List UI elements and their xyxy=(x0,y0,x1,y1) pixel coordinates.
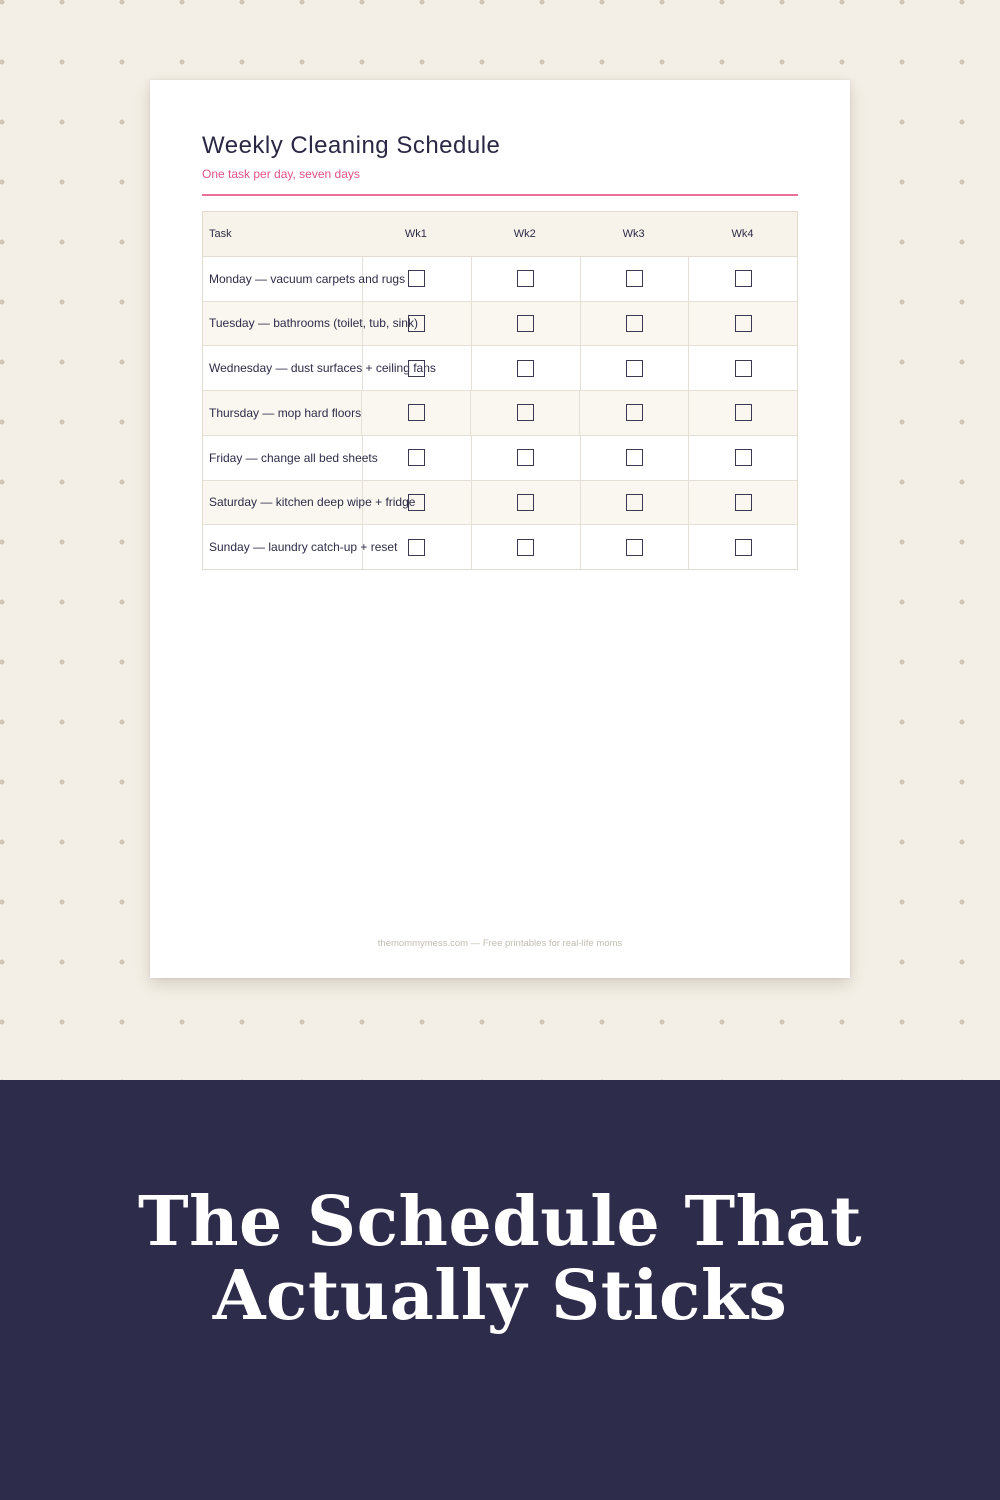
checkbox[interactable] xyxy=(408,494,425,511)
week-cell xyxy=(688,302,797,346)
header-task-cell xyxy=(203,212,361,256)
table-row xyxy=(203,257,797,302)
checkbox[interactable] xyxy=(626,539,643,556)
checkbox[interactable] xyxy=(626,315,643,332)
title-divider xyxy=(202,194,798,196)
week-cell xyxy=(471,346,580,390)
week-cell xyxy=(471,436,580,480)
task-label: Monday — vacuum carpets and rugs xyxy=(209,271,406,286)
checkbox[interactable] xyxy=(735,539,752,556)
checkbox[interactable] xyxy=(408,270,425,287)
task-cell xyxy=(203,391,361,435)
header-week-cell xyxy=(688,212,797,256)
week-cell xyxy=(471,257,580,301)
headline-line-1: The Schedule That xyxy=(138,1182,862,1262)
table-row xyxy=(203,481,797,526)
checkbox[interactable] xyxy=(626,404,643,421)
task-cell xyxy=(203,302,418,346)
header-week-label: Wk1 xyxy=(404,227,427,240)
task-label: Saturday — kitchen deep wipe + fridge xyxy=(209,495,416,510)
checkbox[interactable] xyxy=(735,270,752,287)
header-week-label: Wk3 xyxy=(622,227,645,240)
task-label: Tuesday — bathrooms (toilet, tub, sink) xyxy=(209,316,418,331)
task-label: Wednesday — dust surfaces + ceiling fans xyxy=(209,361,436,376)
week-cell xyxy=(688,525,797,569)
table-row xyxy=(203,436,797,481)
header-week-label: Wk2 xyxy=(513,227,536,240)
checkbox[interactable] xyxy=(735,360,752,377)
checkbox[interactable] xyxy=(517,315,534,332)
checkbox[interactable] xyxy=(408,539,425,556)
week-cell xyxy=(580,525,689,569)
week-cell xyxy=(580,257,689,301)
document-subtitle: One task per day, seven days xyxy=(202,167,360,181)
checkbox[interactable] xyxy=(517,404,534,421)
week-cell xyxy=(471,302,580,346)
task-cell xyxy=(203,525,398,569)
header-task-label: Task xyxy=(209,227,232,240)
checkbox[interactable] xyxy=(517,449,534,466)
document-title: Weekly Cleaning Schedule xyxy=(202,132,501,159)
checkbox[interactable] xyxy=(735,494,752,511)
task-cell xyxy=(203,436,378,480)
schedule-table xyxy=(202,211,798,570)
table-row xyxy=(203,391,797,436)
week-cell xyxy=(580,346,689,390)
table-row xyxy=(203,525,797,569)
week-cell xyxy=(361,391,470,435)
week-cell xyxy=(580,436,689,480)
task-cell xyxy=(203,481,416,525)
checkbox[interactable] xyxy=(735,315,752,332)
header-week-label: Wk4 xyxy=(731,227,754,240)
checkbox[interactable] xyxy=(408,360,425,377)
task-cell xyxy=(203,346,436,390)
printable-sheet xyxy=(150,80,850,978)
week-cell xyxy=(362,436,471,480)
table-row xyxy=(203,302,797,347)
week-cell xyxy=(688,436,797,480)
checkbox[interactable] xyxy=(735,449,752,466)
checkbox[interactable] xyxy=(735,404,752,421)
checkbox[interactable] xyxy=(626,494,643,511)
task-label: Thursday — mop hard floors xyxy=(209,405,362,420)
week-cell xyxy=(688,346,797,390)
footer-credit: themommymess.com — Free printables for real-life moms xyxy=(377,938,623,949)
week-cell xyxy=(580,481,689,525)
header-week-cell xyxy=(579,212,688,256)
header-week-cell xyxy=(470,212,579,256)
checkbox[interactable] xyxy=(517,494,534,511)
table-header-row xyxy=(203,212,797,257)
header-week-cell xyxy=(361,212,470,256)
checkbox[interactable] xyxy=(517,270,534,287)
week-cell xyxy=(471,481,580,525)
task-label: Sunday — laundry catch-up + reset xyxy=(209,540,398,555)
task-cell xyxy=(203,257,406,301)
checkbox[interactable] xyxy=(517,539,534,556)
week-cell xyxy=(470,391,579,435)
checkbox[interactable] xyxy=(408,404,425,421)
checkbox[interactable] xyxy=(408,449,425,466)
week-cell xyxy=(471,525,580,569)
checkbox[interactable] xyxy=(408,315,425,332)
task-label: Friday — change all bed sheets xyxy=(209,450,378,465)
week-cell xyxy=(580,302,689,346)
week-cell xyxy=(688,391,797,435)
checkbox[interactable] xyxy=(626,360,643,377)
table-row xyxy=(203,346,797,391)
checkbox[interactable] xyxy=(626,449,643,466)
week-cell xyxy=(688,481,797,525)
checkbox[interactable] xyxy=(517,360,534,377)
week-cell xyxy=(579,391,688,435)
headline-line-2: Actually Sticks xyxy=(212,1256,788,1336)
banner-headline xyxy=(0,1182,1000,1336)
checkbox[interactable] xyxy=(626,270,643,287)
week-cell xyxy=(688,257,797,301)
